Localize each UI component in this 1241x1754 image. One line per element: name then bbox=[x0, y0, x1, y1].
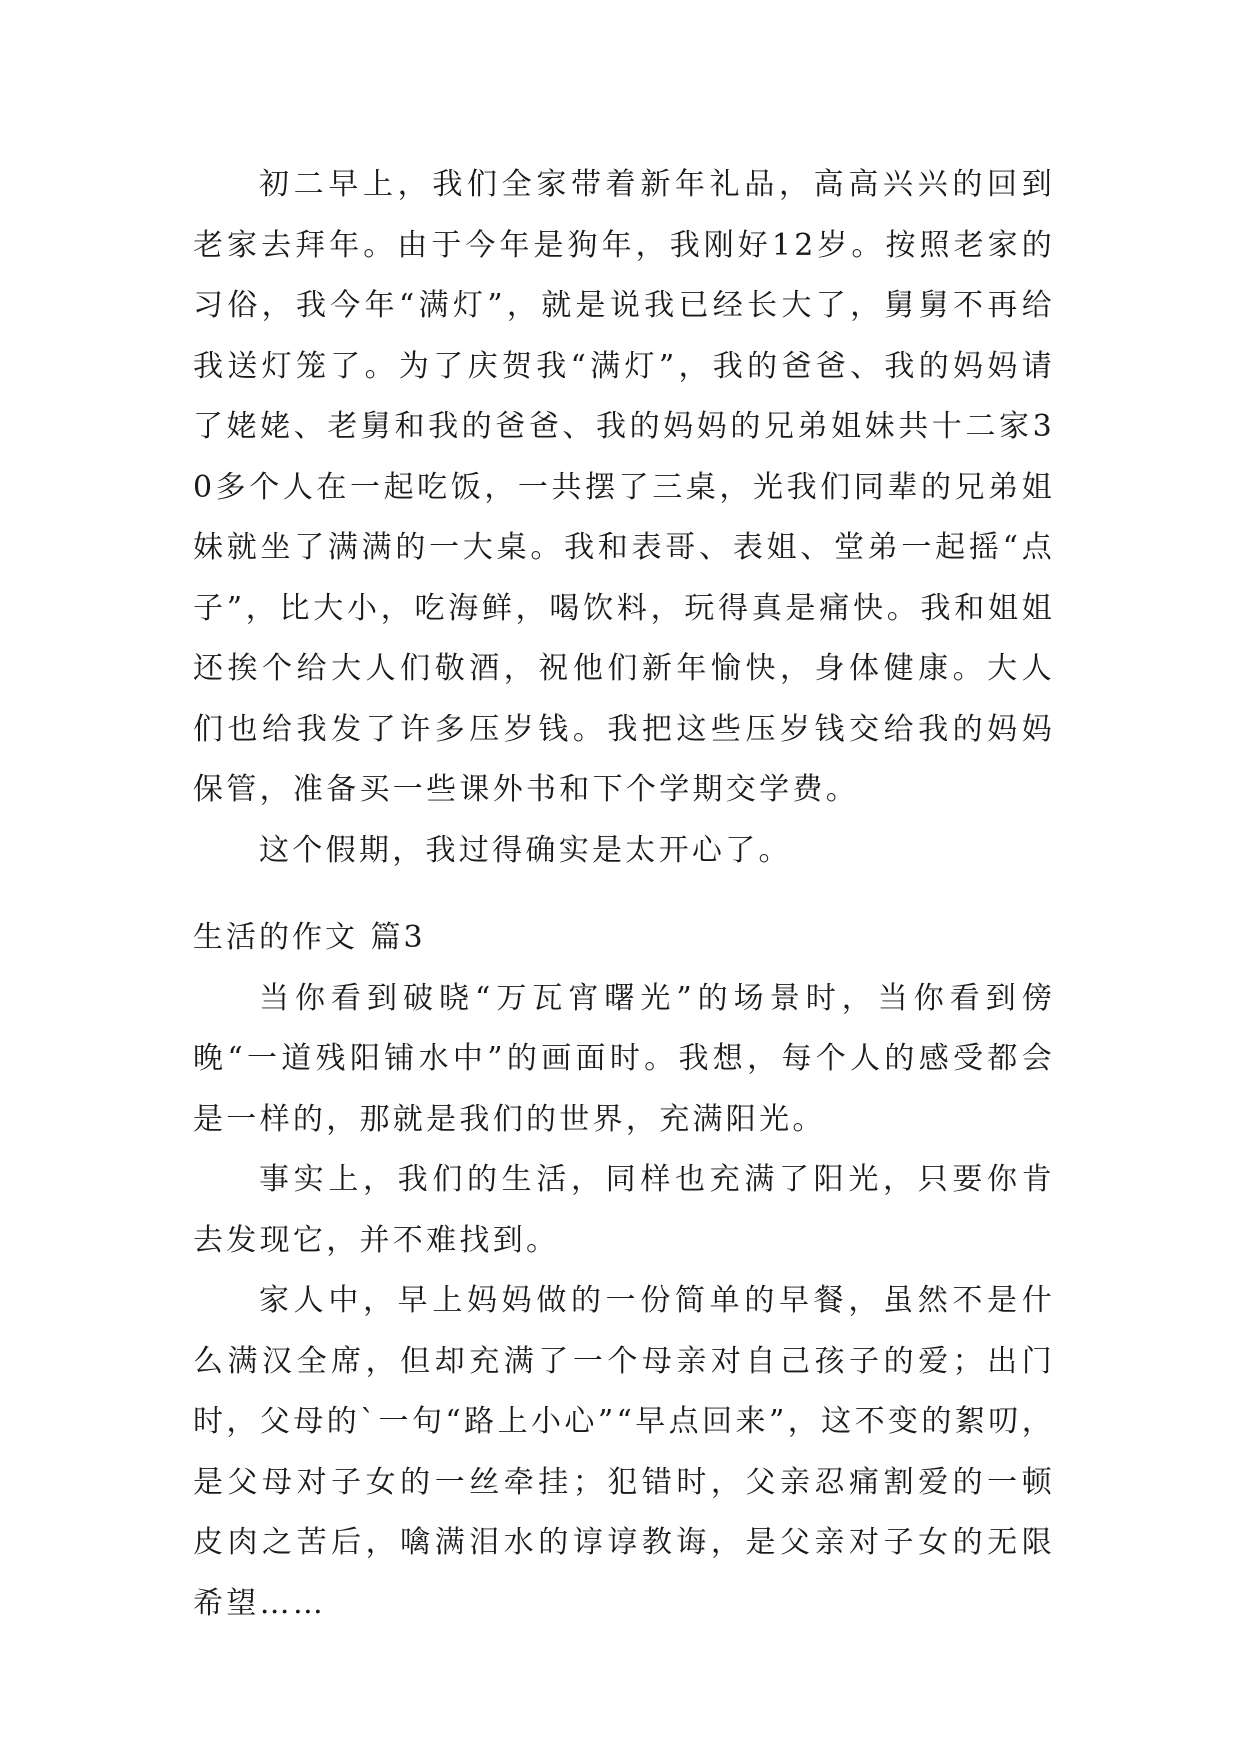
paragraph: 当你看到破晓“万瓦宵曙光”的场景时，当你看到傍晚“一道残阳铺水中”的画面时。我想，每个人的感受都会是一样的，那就是我们的世界，充满阳光。 bbox=[193, 980, 1055, 1137]
section-heading: 生活的作文 篇3 bbox=[193, 920, 426, 955]
essay-part-2 bbox=[193, 908, 1055, 1634]
essay-part-1 bbox=[193, 155, 1055, 881]
paragraph: 这个假期，我过得确实是太开心了。 bbox=[259, 832, 792, 868]
paragraph: 家人中，早上妈妈做的一份简单的早餐，虽然不是什么满汉全席，但却充满了一个母亲对自己孩子的爱；出门时，父母的`一句“路上小心”“早点回来”，这不变的絮叨，是父母对子女的一丝牵挂；犯错时，父亲忍痛割爱的一顿皮肉之苦后，噙满泪水的谆谆教诲，是父亲对子女的无限希望…… bbox=[193, 1283, 1055, 1621]
paragraph: 事实上，我们的生活，同样也充满了阳光，只要你肯去发现它，并不难找到。 bbox=[193, 1162, 1055, 1258]
paragraph: 初二早上，我们全家带着新年礼品，高高兴兴的回到老家去拜年。由于今年是狗年，我刚好12岁。按照老家的习俗，我今年“满灯”，就是说我已经长大了，舅舅不再给我送灯笼了。为了庆贺我“满灯”，我的爸爸、我的妈妈请了姥姥、老舅和我的爸爸、我的妈妈的兄弟姐妹共十二家30多个人在一起吃饭，一共摆了三桌，光我们同辈的兄弟姐妹就坐了满满的一大桌。我和表哥、表姐、堂弟一起摇“点子”，比大小，吃海鲜，喝饮料，玩得真是痛快。我和姐姐还挨个给大人们敬酒，祝他们新年愉快，身体健康。大人们也给我发了许多压岁钱。我把这些压岁钱交给我的妈妈保管，准备买一些课外书和下个学期交学费。 bbox=[193, 167, 1055, 807]
